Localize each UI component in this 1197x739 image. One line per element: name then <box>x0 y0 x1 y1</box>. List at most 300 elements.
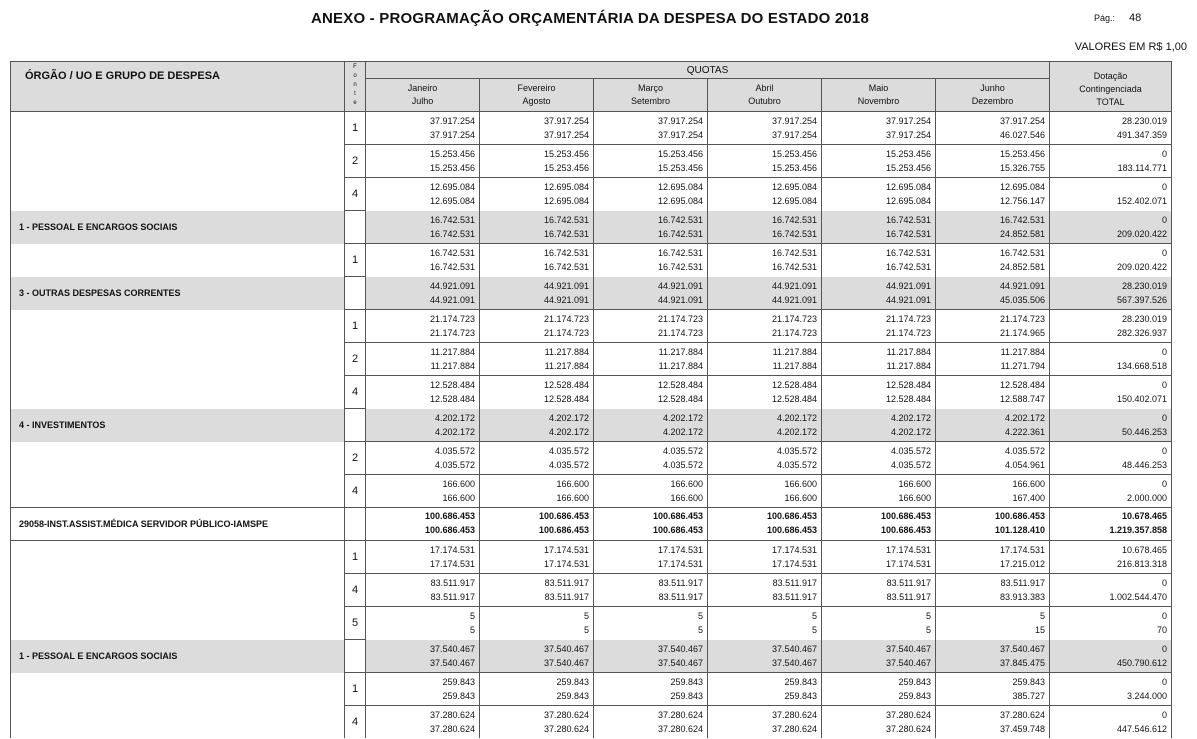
value-top: 100.686.453 <box>994 510 1045 521</box>
quota-cell <box>366 244 480 277</box>
value-bottom: 259.843 <box>556 691 589 701</box>
value-top: 16.742.531 <box>771 248 817 259</box>
quota-cell <box>480 508 594 541</box>
value-top: 12.528.484 <box>657 380 703 391</box>
quota-cell <box>936 112 1050 145</box>
value-bottom: 11.217.884 <box>886 361 931 371</box>
table-row <box>11 376 1172 409</box>
value-top: 83.511.917 <box>544 578 589 588</box>
value-top: 0 <box>1161 643 1167 654</box>
value-bottom: 15.253.456 <box>543 163 589 173</box>
value-top: 259.843 <box>898 677 931 687</box>
table-row <box>11 409 1172 442</box>
value-top: 4.035.572 <box>890 446 931 456</box>
value-top: 0 <box>1161 380 1167 391</box>
quota-cell <box>708 541 822 574</box>
column-header-month-3: Março Setembro <box>594 79 708 112</box>
value-bottom: 491.347.359 <box>1116 130 1167 140</box>
quota-cell <box>480 277 594 310</box>
fonte-cell: 4 <box>345 376 366 409</box>
value-bottom: 37.540.467 <box>429 657 475 668</box>
quota-cell <box>366 409 480 442</box>
value-bottom: 12.528.484 <box>429 394 475 405</box>
value-bottom: 100.686.453 <box>880 524 931 535</box>
value-bottom: 150.402.071 <box>1116 394 1167 405</box>
table-row <box>11 574 1172 607</box>
value-top: 37.280.624 <box>429 710 475 720</box>
quota-cell <box>594 673 708 706</box>
quota-cell <box>366 673 480 706</box>
value-bottom: 12.528.484 <box>657 394 703 405</box>
quota-cell <box>594 244 708 277</box>
value-bottom: 1.219.357.858 <box>1109 524 1167 535</box>
value-bottom: 166.600 <box>784 493 817 503</box>
fonte-cell: 4 <box>345 706 366 739</box>
value-top: 83.511.917 <box>658 578 703 588</box>
value-bottom: 21.174.723 <box>429 328 475 338</box>
quota-cell <box>594 112 708 145</box>
value-bottom: 37.280.624 <box>543 724 589 734</box>
dotacao-cell <box>1050 541 1172 574</box>
value-bottom: 17.174.531 <box>657 559 703 569</box>
value-top: 0 <box>1161 182 1167 193</box>
value-bottom: 37.280.624 <box>429 724 475 734</box>
value-bottom: 183.114.771 <box>1117 163 1167 173</box>
value-bottom: 567.397.526 <box>1116 294 1167 305</box>
value-bottom: 166.600 <box>556 493 589 503</box>
value-top: 37.540.467 <box>885 643 931 654</box>
value-top: 37.917.254 <box>429 116 475 126</box>
value-bottom: 259.843 <box>670 691 703 701</box>
quota-cell <box>480 706 594 739</box>
table-row <box>11 442 1172 475</box>
value-bottom: 3.244.000 <box>1126 691 1167 701</box>
quota-cell <box>822 442 936 475</box>
value-bottom: 5 <box>925 625 931 636</box>
value-top: 4.202.172 <box>890 412 931 423</box>
value-bottom: 385.727 <box>1012 691 1045 701</box>
quota-cell <box>594 277 708 310</box>
quota-cell <box>366 277 480 310</box>
value-top: 21.174.723 <box>885 314 931 324</box>
dotacao-cell <box>1050 244 1172 277</box>
value-bottom: 15.253.456 <box>885 163 931 173</box>
value-top: 21.174.723 <box>543 314 589 324</box>
quota-cell <box>936 211 1050 244</box>
value-top: 0 <box>1161 578 1167 588</box>
row-label <box>11 541 345 574</box>
quota-cell <box>366 343 480 376</box>
quota-cell <box>708 673 822 706</box>
quota-cell <box>594 640 708 673</box>
value-bottom: 44.921.091 <box>771 294 817 305</box>
table-row <box>11 607 1172 640</box>
value-bottom: 37.280.624 <box>657 724 703 734</box>
quota-cell <box>936 442 1050 475</box>
value-top: 0 <box>1161 446 1167 456</box>
value-bottom: 37.917.254 <box>771 130 817 140</box>
value-top: 16.742.531 <box>543 214 589 225</box>
quota-cell <box>594 541 708 574</box>
fonte-cell: 2 <box>345 442 366 475</box>
dotacao-cell <box>1050 211 1172 244</box>
value-top: 12.695.084 <box>771 182 817 193</box>
value-bottom: 12.695.084 <box>429 196 475 207</box>
value-bottom: 16.742.531 <box>885 228 931 239</box>
value-top: 21.174.723 <box>657 314 703 324</box>
quota-cell <box>594 310 708 343</box>
value-bottom: 209.020.422 <box>1116 228 1167 239</box>
value-top: 21.174.723 <box>429 314 475 324</box>
value-bottom: 21.174.723 <box>543 328 589 338</box>
row-label: 1 - PESSOAL E ENCARGOS SOCIAIS <box>11 640 345 673</box>
value-bottom: 21.174.723 <box>885 328 931 338</box>
quota-cell <box>822 475 936 508</box>
quota-cell <box>594 211 708 244</box>
row-label: 1 - PESSOAL E ENCARGOS SOCIAIS <box>11 211 345 244</box>
fonte-cell <box>345 640 366 673</box>
value-top: 37.280.624 <box>543 710 589 720</box>
quota-cell <box>822 277 936 310</box>
quota-cell <box>480 145 594 178</box>
dotacao-cell <box>1050 607 1172 640</box>
value-bottom: 50.446.253 <box>1121 426 1167 437</box>
value-bottom: 37.540.467 <box>543 657 589 668</box>
value-bottom: 12.588.747 <box>999 394 1045 405</box>
table-row <box>11 310 1172 343</box>
table-row <box>11 277 1172 310</box>
value-top: 28.230.019 <box>1121 116 1167 126</box>
row-label <box>11 244 345 277</box>
value-bottom: 16.742.531 <box>543 228 589 239</box>
quota-cell <box>594 178 708 211</box>
value-top: 28.230.019 <box>1121 280 1167 291</box>
quota-cell <box>936 310 1050 343</box>
value-top: 15.253.456 <box>771 149 817 159</box>
fonte-cell: 5 <box>345 607 366 640</box>
value-bottom: 12.756.147 <box>999 196 1045 207</box>
value-bottom: 259.843 <box>784 691 817 701</box>
value-top: 100.686.453 <box>766 510 817 521</box>
value-top: 100.686.453 <box>538 510 589 521</box>
value-top: 15.253.456 <box>999 149 1045 159</box>
value-top: 4.202.172 <box>548 412 589 423</box>
value-bottom: 16.742.531 <box>429 262 475 273</box>
fonte-cell: 4 <box>345 574 366 607</box>
value-top: 5 <box>469 611 475 622</box>
value-top: 11.217.884 <box>430 347 475 357</box>
row-label <box>11 112 345 145</box>
value-top: 166.600 <box>442 479 475 489</box>
value-top: 37.540.467 <box>429 643 475 654</box>
quota-cell <box>366 145 480 178</box>
value-top: 37.540.467 <box>999 643 1045 654</box>
value-bottom: 259.843 <box>442 691 475 701</box>
dotacao-cell <box>1050 673 1172 706</box>
quota-cell <box>822 112 936 145</box>
value-bottom: 17.215.012 <box>999 559 1045 569</box>
value-bottom: 101.128.410 <box>994 524 1045 535</box>
value-top: 11.217.884 <box>544 347 589 357</box>
value-bottom: 12.528.484 <box>771 394 817 405</box>
value-top: 259.843 <box>556 677 589 687</box>
quota-cell <box>822 409 936 442</box>
value-bottom: 15.253.456 <box>657 163 703 173</box>
value-bottom: 447.546.612 <box>1116 724 1167 734</box>
value-top: 37.280.624 <box>999 710 1045 720</box>
quota-cell <box>480 112 594 145</box>
value-bottom: 16.742.531 <box>657 262 703 273</box>
value-bottom: 45.035.506 <box>999 294 1045 305</box>
value-bottom: 5 <box>811 625 817 636</box>
value-top: 100.686.453 <box>880 510 931 521</box>
value-top: 16.742.531 <box>885 248 931 259</box>
value-bottom: 21.174.723 <box>657 328 703 338</box>
value-top: 0 <box>1161 412 1167 423</box>
value-bottom: 15 <box>1034 625 1045 636</box>
quota-cell <box>594 706 708 739</box>
value-bottom: 37.540.467 <box>885 657 931 668</box>
row-label: 4 - INVESTIMENTOS <box>11 409 345 442</box>
value-top: 12.695.084 <box>999 182 1045 193</box>
value-bottom: 37.845.475 <box>999 657 1045 668</box>
quota-cell <box>936 343 1050 376</box>
value-bottom: 17.174.531 <box>885 559 931 569</box>
value-bottom: 11.217.884 <box>658 361 703 371</box>
value-bottom: 5 <box>469 625 475 636</box>
quota-cell <box>822 343 936 376</box>
quota-cell <box>366 706 480 739</box>
row-label <box>11 673 345 706</box>
column-header-month-6: Junho Dezembro <box>936 79 1050 112</box>
quota-cell <box>936 145 1050 178</box>
dotacao-cell <box>1050 442 1172 475</box>
value-top: 12.528.484 <box>885 380 931 391</box>
value-top: 4.202.172 <box>434 412 475 423</box>
quota-cell <box>366 376 480 409</box>
value-bottom: 12.695.084 <box>657 196 703 207</box>
value-bottom: 5 <box>697 625 703 636</box>
table-row <box>11 541 1172 574</box>
value-top: 166.600 <box>784 479 817 489</box>
value-bottom: 15.253.456 <box>771 163 817 173</box>
value-bottom: 12.695.084 <box>771 196 817 207</box>
value-top: 16.742.531 <box>429 214 475 225</box>
quota-cell <box>936 574 1050 607</box>
value-top: 5 <box>811 611 817 622</box>
value-top: 12.695.084 <box>657 182 703 193</box>
table-row <box>11 475 1172 508</box>
value-bottom: 100.686.453 <box>652 524 703 535</box>
value-bottom: 11.217.884 <box>544 361 589 371</box>
value-top: 37.917.254 <box>999 116 1045 126</box>
dotacao-cell <box>1050 376 1172 409</box>
value-top: 37.540.467 <box>771 643 817 654</box>
currency-note: VALORES EM R$ 1,00 <box>1074 41 1187 53</box>
quota-cell <box>708 574 822 607</box>
value-top: 16.742.531 <box>429 248 475 259</box>
value-top: 37.917.254 <box>657 116 703 126</box>
dotacao-cell <box>1050 508 1172 541</box>
value-top: 11.217.884 <box>886 347 931 357</box>
quota-cell <box>480 541 594 574</box>
quota-cell <box>366 310 480 343</box>
value-bottom: 4.035.572 <box>548 460 589 470</box>
column-header-dotacao: Dotação Contingenciada TOTAL <box>1050 62 1172 112</box>
quota-cell <box>480 574 594 607</box>
quota-cell <box>708 310 822 343</box>
value-bottom: 83.511.917 <box>772 592 817 602</box>
value-bottom: 37.917.254 <box>429 130 475 140</box>
column-header-month-5: Maio Novembro <box>822 79 936 112</box>
quota-cell <box>708 343 822 376</box>
value-top: 37.280.624 <box>771 710 817 720</box>
value-top: 259.843 <box>784 677 817 687</box>
value-bottom: 166.600 <box>442 493 475 503</box>
dotacao-cell <box>1050 706 1172 739</box>
value-bottom: 16.742.531 <box>543 262 589 273</box>
value-bottom: 37.917.254 <box>885 130 931 140</box>
value-bottom: 15.326.755 <box>999 163 1045 173</box>
value-bottom: 44.921.091 <box>657 294 703 305</box>
value-top: 16.742.531 <box>657 214 703 225</box>
value-bottom: 16.742.531 <box>429 228 475 239</box>
value-top: 259.843 <box>442 677 475 687</box>
table-row <box>11 508 1172 541</box>
quota-cell <box>822 178 936 211</box>
page-label: Pág.: <box>1094 13 1116 23</box>
dotacao-cell <box>1050 145 1172 178</box>
quota-cell <box>822 310 936 343</box>
quota-cell <box>936 244 1050 277</box>
value-bottom: 4.054.961 <box>1004 460 1045 470</box>
value-top: 100.686.453 <box>424 510 475 521</box>
value-bottom: 4.202.172 <box>548 426 589 437</box>
quota-cell <box>366 112 480 145</box>
quota-cell <box>480 376 594 409</box>
value-top: 15.253.456 <box>429 149 475 159</box>
fonte-cell: 4 <box>345 475 366 508</box>
value-top: 4.035.572 <box>662 446 703 456</box>
quota-cell <box>708 442 822 475</box>
value-top: 0 <box>1161 710 1167 720</box>
quota-cell <box>822 706 936 739</box>
value-top: 16.742.531 <box>999 248 1045 259</box>
value-bottom: 44.921.091 <box>885 294 931 305</box>
value-top: 4.035.572 <box>548 446 589 456</box>
fonte-cell <box>345 277 366 310</box>
fonte-cell: 2 <box>345 343 366 376</box>
value-top: 0 <box>1161 248 1167 259</box>
value-bottom: 4.202.172 <box>434 426 475 437</box>
quota-cell <box>936 673 1050 706</box>
value-bottom: 4.035.572 <box>434 460 475 470</box>
value-bottom: 216.813.318 <box>1116 559 1167 569</box>
quota-cell <box>708 409 822 442</box>
value-bottom: 37.459.748 <box>999 724 1045 734</box>
value-bottom: 37.280.624 <box>771 724 817 734</box>
value-top: 44.921.091 <box>429 280 475 291</box>
value-bottom: 12.695.084 <box>885 196 931 207</box>
value-bottom: 24.852.581 <box>999 262 1045 273</box>
value-bottom: 2.000.000 <box>1126 493 1167 503</box>
quota-cell <box>936 475 1050 508</box>
value-top: 0 <box>1161 149 1167 159</box>
value-bottom: 83.913.383 <box>999 592 1045 602</box>
value-bottom: 4.035.572 <box>662 460 703 470</box>
quota-cell <box>366 508 480 541</box>
column-header-quotas: QUOTAS <box>366 62 1050 79</box>
value-bottom: 4.202.172 <box>662 426 703 437</box>
quota-cell <box>822 640 936 673</box>
quota-cell <box>480 211 594 244</box>
value-bottom: 21.174.965 <box>999 328 1045 338</box>
value-bottom: 5 <box>583 625 589 636</box>
value-top: 166.600 <box>1012 479 1045 489</box>
row-label: 3 - OUTRAS DESPESAS CORRENTES <box>11 277 345 310</box>
value-bottom: 259.843 <box>898 691 931 701</box>
value-top: 16.742.531 <box>657 248 703 259</box>
value-top: 17.174.531 <box>885 545 931 555</box>
quota-cell <box>594 475 708 508</box>
value-bottom: 100.686.453 <box>766 524 817 535</box>
quota-cell <box>708 112 822 145</box>
value-bottom: 4.222.361 <box>1004 426 1045 437</box>
value-bottom: 1.002.544.470 <box>1109 592 1167 602</box>
quota-cell <box>936 409 1050 442</box>
quota-cell <box>594 343 708 376</box>
quota-cell <box>480 640 594 673</box>
fonte-cell: 4 <box>345 178 366 211</box>
value-top: 11.217.884 <box>772 347 817 357</box>
page-number: 48 <box>1129 12 1142 24</box>
fonte-cell: 2 <box>345 145 366 178</box>
row-label <box>11 343 345 376</box>
value-top: 37.280.624 <box>657 710 703 720</box>
value-top: 166.600 <box>556 479 589 489</box>
value-top: 44.921.091 <box>999 280 1045 291</box>
value-bottom: 17.174.531 <box>543 559 589 569</box>
quota-cell <box>936 607 1050 640</box>
value-bottom: 17.174.531 <box>429 559 475 569</box>
quota-cell <box>822 211 936 244</box>
value-top: 17.174.531 <box>999 545 1045 555</box>
value-top: 4.202.172 <box>1004 412 1045 423</box>
value-top: 44.921.091 <box>543 280 589 291</box>
quota-cell <box>480 343 594 376</box>
quota-cell <box>480 244 594 277</box>
budget-table <box>10 61 1172 738</box>
dotacao-cell <box>1050 310 1172 343</box>
value-bottom: 16.742.531 <box>771 262 817 273</box>
value-top: 37.280.624 <box>885 710 931 720</box>
table-row <box>11 112 1172 145</box>
value-bottom: 100.686.453 <box>424 524 475 535</box>
value-bottom: 166.600 <box>670 493 703 503</box>
value-bottom: 37.917.254 <box>657 130 703 140</box>
fonte-cell <box>345 508 366 541</box>
quota-cell <box>708 178 822 211</box>
value-top: 21.174.723 <box>999 314 1045 324</box>
quota-cell <box>480 442 594 475</box>
value-bottom: 12.528.484 <box>885 394 931 405</box>
quota-cell <box>936 508 1050 541</box>
value-top: 44.921.091 <box>885 280 931 291</box>
quota-cell <box>366 574 480 607</box>
row-label <box>11 145 345 178</box>
value-top: 5 <box>583 611 589 622</box>
value-top: 16.742.531 <box>543 248 589 259</box>
